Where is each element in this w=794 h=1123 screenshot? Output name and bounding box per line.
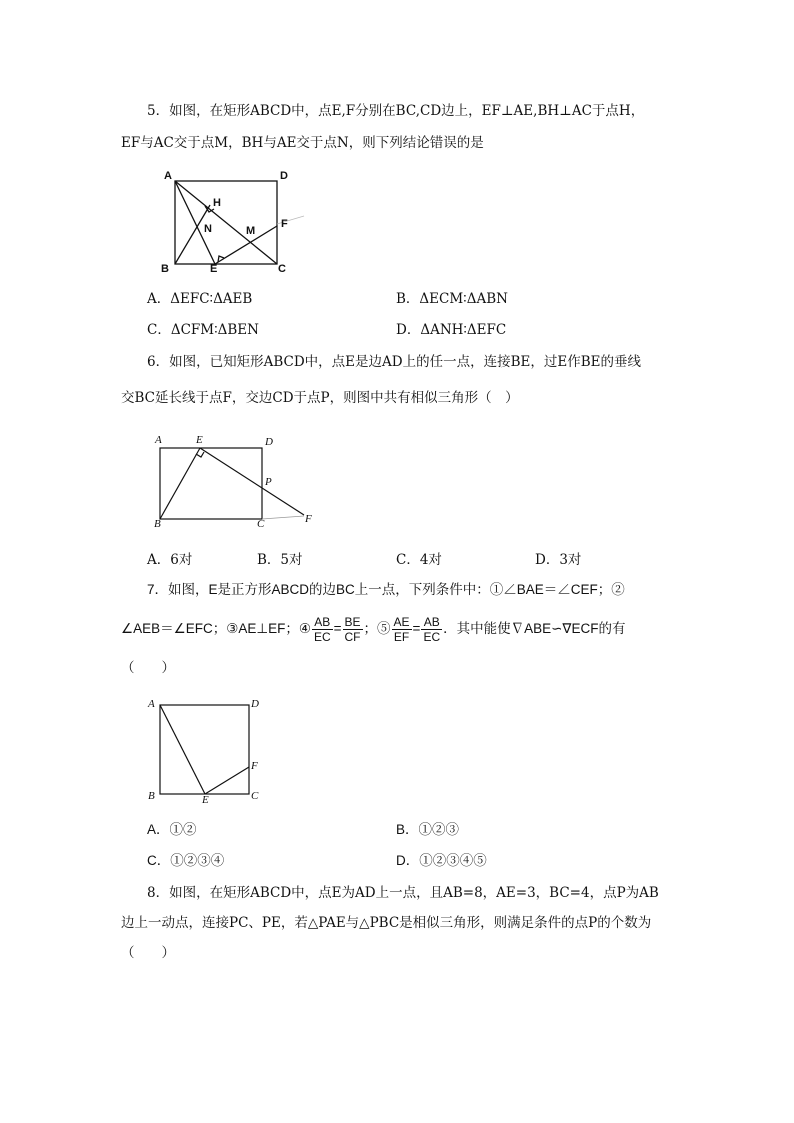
q7-text-line-2: ∠AEB＝∠EFC；③AE⊥EF；④ $\frac{AB}{EC}$ = $\frac{BE}{CF}$ ；⑤ $\frac{AE}{EF}$ = $\frac{AB}{EC}$ ．其中能使∇ABE∽∇ECF的有 [121,614,626,644]
q5-label-A: A [164,170,172,182]
q5-label-C: C [278,263,286,275]
q7-fraction-1 [312,615,333,644]
q7-fraction-2 [343,615,363,644]
q5-label-B: B [161,263,169,275]
q7-frac4-num: AB [421,615,442,630]
q6-figure [148,430,323,530]
q6-text-line-1: 6．如图，已知矩形ABCD中，点E是边AD上的任一点，连接BE，过E作BE的垂线 [147,354,641,370]
q6-option-b[interactable]: B．5对 [257,552,303,568]
q5-label-M: M [246,225,256,237]
q7-option-a[interactable]: A．①② [147,822,197,837]
q7-fraction-4 [421,615,442,644]
q6-label-D: D [265,436,273,448]
q7-frac1-den: EC [313,629,331,644]
q7-figure [142,693,272,805]
q7-label-D: D [251,698,259,710]
q5-option-a[interactable]: A．ΔEFC∶ΔAEB [147,291,253,307]
q7-option-d[interactable]: D．①②③④⑤ [396,853,487,868]
q7-frac1-num: AB [312,615,333,630]
q7-fraction-3 [392,615,412,644]
q7-separator: ；⑤ [363,621,391,636]
q6-option-c[interactable]: C．4对 [396,552,442,568]
q6-label-A: A [155,434,162,446]
q5-label-F: F [281,218,288,230]
q7-label-F: F [251,760,258,772]
q7-frac4-den: EC [423,629,441,644]
q5-label-N: N [204,223,212,235]
q7-label-C: C [251,790,259,802]
q6-label-B: B [154,518,161,530]
q7-text-line-1: 7．如图，E是正方形ABCD的边BC上一点，下列条件中：①∠BAE＝∠CEF；② [147,582,625,597]
q5-label-H: H [213,197,221,209]
q5-option-d[interactable]: D．ΔANH∶ΔEFC [396,322,507,338]
q6-label-P: P [265,476,272,488]
q6-text-line-2: 交BC延长线于点F，交边CD于点P，则图中共有相似三角形（ ） [121,390,519,406]
q5-option-c[interactable]: C．ΔCFM∶ΔBEN [147,322,259,338]
q7-text-line-3: （ ） [121,660,175,676]
q7-frac2-num: BE [344,614,361,629]
q7-frac3-den: EF [393,629,410,644]
q7-line2-prefix: ∠AEB＝∠EFC；③AE⊥EF；④ [121,621,311,636]
q7-option-c[interactable]: C．①②③④ [147,853,225,868]
q7-frac3-num: AE [393,614,410,629]
q8-text-line-2: 边上一动点，连接PC、PE，若△PAE与△PBC是相似三角形，则满足条件的点P的个数为 [121,915,652,931]
q5-option-b[interactable]: B．ΔECM∶ΔABN [396,291,508,307]
q7-frac2-den: CF [344,629,361,644]
q6-option-a[interactable]: A．6对 [147,552,193,568]
q6-label-C: C [257,518,265,530]
q7-line2-suffix: ．其中能使∇ABE∽∇ECF的有 [443,621,626,636]
q6-label-F: F [305,513,312,525]
q6-label-E: E [196,434,203,446]
q7-label-E: E [202,794,209,805]
q7-option-b[interactable]: B．①②③ [396,822,460,837]
q5-label-D: D [280,170,288,182]
q6-option-d[interactable]: D．3对 [535,552,582,568]
q7-label-B: B [148,790,155,802]
q5-figure [158,166,308,278]
q8-text-line-3: （ ） [121,945,175,961]
q7-label-A: A [148,698,155,710]
q8-text-line-1: 8．如图，在矩形ABCD中，点E为AD上一点，且AB=8，AE=3，BC=4，点P为AB [147,885,659,901]
q5-label-E: E [210,263,218,275]
q5-text-line-1: 5．如图，在矩形ABCD中，点E,F分别在BC,CD边上，EF⊥AE,BH⊥AC于点H， [147,103,645,119]
q5-text-line-2: EF与AC交于点M，BH与AE交于点N，则下列结论错误的是 [121,135,484,151]
